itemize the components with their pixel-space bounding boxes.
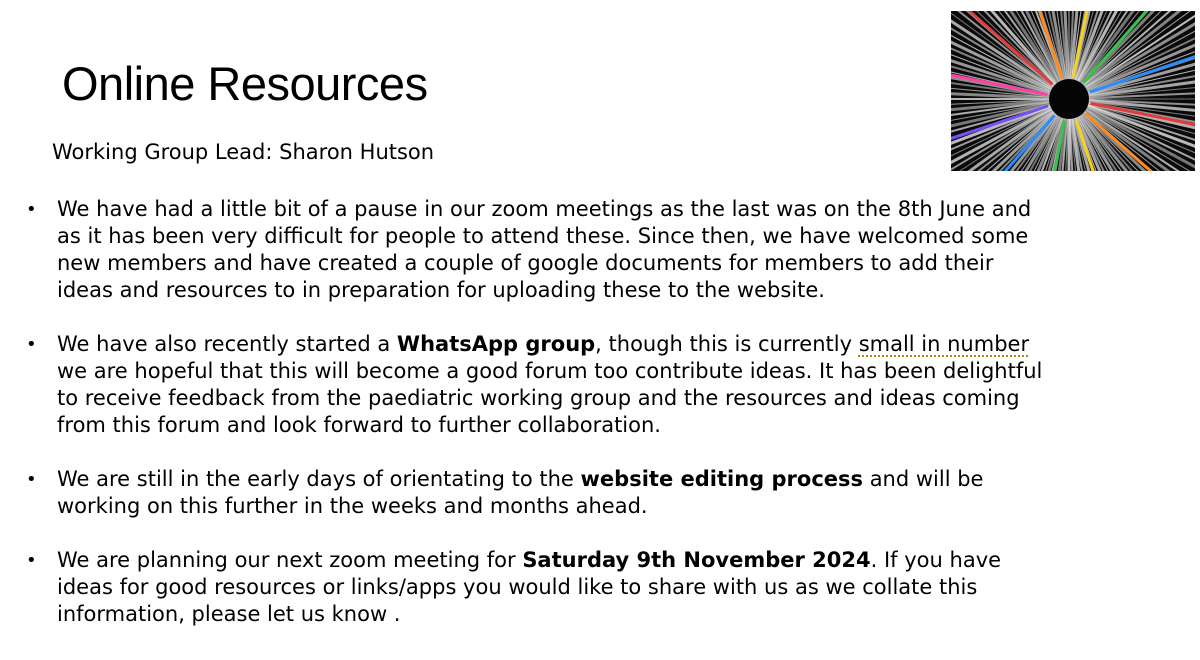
bullet-text-line: new members and have created a couple of google documents for members to add their	[57, 251, 994, 275]
book-pages-illustration	[951, 11, 1195, 171]
open-book-pages-image	[951, 11, 1195, 171]
text-run: We are planning our next zoom meeting for	[57, 548, 523, 572]
bullet-text-line	[57, 547, 1192, 574]
text-run: . If you have	[870, 548, 1002, 572]
bullet-item-next-meeting	[0, 547, 1200, 628]
meeting-date-emphasis: Saturday 9th November 2024	[522, 548, 871, 572]
bullet-text-line: information, please let us know .	[57, 602, 401, 626]
bullet-text-line	[57, 331, 1192, 358]
bullet-marker: •	[26, 334, 37, 355]
spellcheck-flagged-text[interactable]: small in number	[858, 332, 1030, 356]
bullet-marker: •	[26, 469, 37, 490]
bullet-text-line: we are hopeful that this will become a good forum too contribute ideas. It has been delightful	[57, 359, 1043, 383]
slide-title: Online Resources	[62, 57, 428, 110]
working-group-lead: Working Group Lead: Sharon Hutson	[52, 140, 435, 164]
book-centre	[1049, 79, 1089, 119]
whatsapp-group-emphasis: WhatsApp group	[396, 332, 596, 356]
bullet-text-line: working on this further in the weeks and months ahead.	[57, 494, 648, 518]
bullet-marker: •	[26, 550, 37, 571]
text-run: and will be	[863, 467, 984, 491]
text-run: We have also recently started a	[57, 332, 397, 356]
bullet-text-line: ideas for good resources or links/apps you would like to share with us as we collate this	[57, 575, 978, 599]
bullet-text-line: We have had a little bit of a pause in our zoom meetings as the last was on the 8th June and	[57, 197, 1032, 221]
bullet-text-line: from this forum and look forward to further collaboration.	[57, 413, 661, 437]
bullet-item-whatsapp	[0, 331, 1200, 439]
bullet-marker: •	[26, 199, 37, 220]
website-editing-emphasis: website editing process	[580, 467, 864, 491]
bullet-item-website-editing	[0, 466, 1200, 520]
bullet-text-line	[57, 466, 1192, 493]
bullet-text-line: to receive feedback from the paediatric working group and the resources and ideas coming	[57, 386, 1020, 410]
text-run: We are still in the early days of orientating to the	[57, 467, 581, 491]
bullet-text-line: as it has been very difficult for people to attend these. Since then, we have welcomed some	[57, 224, 1029, 248]
bullet-text-line: ideas and resources to in preparation for uploading these to the website.	[57, 278, 825, 302]
bullet-list	[0, 196, 1200, 655]
bullet-item-pause	[0, 196, 1200, 304]
text-run: , though this is currently	[595, 332, 859, 356]
